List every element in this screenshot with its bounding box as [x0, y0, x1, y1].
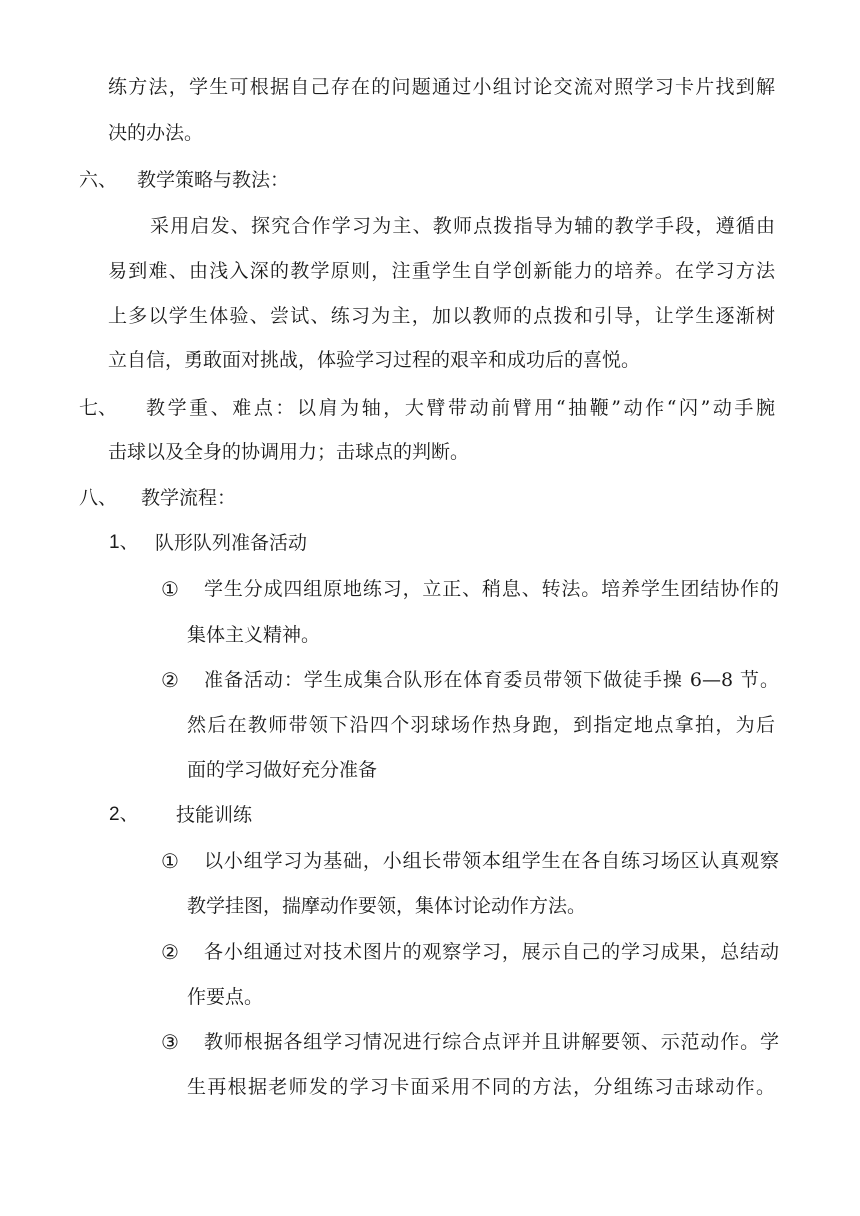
paragraph-line: 击球以及全身的协调用力；击球点的判断。	[108, 441, 470, 463]
section-7-title: 教学重、难点：以肩为轴，大臂带动前臂用“抽鞭”动作“闪”动手腕	[146, 397, 775, 419]
section-7-label: 七、	[79, 397, 118, 419]
paragraph-line: 立自信，勇敢面对挑战，体验学习过程的艰辛和成功后的喜悦。	[108, 349, 641, 371]
list-item-text: 作要点。	[187, 986, 264, 1008]
step-1-title: 队形队列准备活动	[155, 532, 308, 554]
paragraph-line: 易到难、由浅入深的教学原则，注重学生自学创新能力的培养。在学习方法	[108, 260, 775, 282]
section-8-title: 教学流程：	[141, 487, 237, 509]
paragraph-line: 采用启发、探究合作学习为主、教师点拨指导为辅的教学手段，遵循由	[150, 215, 775, 237]
step-1-label: 1、	[109, 532, 139, 553]
list-item-text: 准备活动：学生成集合队形在体育委员带领下做徒手操 6—8 节。	[204, 669, 779, 691]
list-item-text: 集体主义精神。	[187, 624, 321, 646]
list-item-text: 学生分成四组原地练习，立正、稍息、转法。培养学生团结协作的	[204, 578, 779, 600]
list-item-text: 教学挂图，揣摩动作要领，集体讨论动作方法。	[187, 895, 587, 917]
paragraph-line: 决的办法。	[108, 122, 204, 144]
circled-number-3-icon: ③	[161, 1030, 179, 1054]
section-6-label: 六、	[79, 169, 118, 191]
list-item-text: 以小组学习为基础，小组长带领本组学生在各自练习场区认真观察	[204, 850, 779, 872]
circled-number-2-icon: ②	[161, 940, 179, 964]
section-6-title: 教学策略与教法：	[137, 169, 290, 191]
list-item-text: 各小组通过对技术图片的观察学习，展示自己的学习成果，总结动	[204, 941, 779, 963]
list-item-text: 面的学习做好充分准备	[187, 759, 378, 781]
list-item-text: 然后在教师带领下沿四个羽球场作热身跑，到指定地点拿拍，为后	[187, 714, 775, 736]
circled-number-1-icon: ①	[161, 577, 179, 601]
circled-number-1-icon: ①	[161, 849, 179, 873]
circled-number-2-icon: ②	[161, 668, 179, 692]
paragraph-line: 上多以学生体验、尝试、练习为主，加以教师的点拨和引导，让学生逐渐树	[108, 305, 775, 327]
list-item-text: 生再根据老师发的学习卡面采用不同的方法，分组练习击球动作。	[187, 1076, 775, 1098]
list-item-text: 教师根据各组学习情况进行综合点评并且讲解要领、示范动作。学	[204, 1031, 779, 1053]
step-2-label: 2、	[109, 804, 139, 825]
step-2-title: 技能训练	[176, 804, 253, 826]
paragraph-line: 练方法，学生可根据自己存在的问题通过小组讨论交流对照学习卡片找到解	[108, 76, 775, 98]
section-8-label: 八、	[79, 487, 118, 509]
